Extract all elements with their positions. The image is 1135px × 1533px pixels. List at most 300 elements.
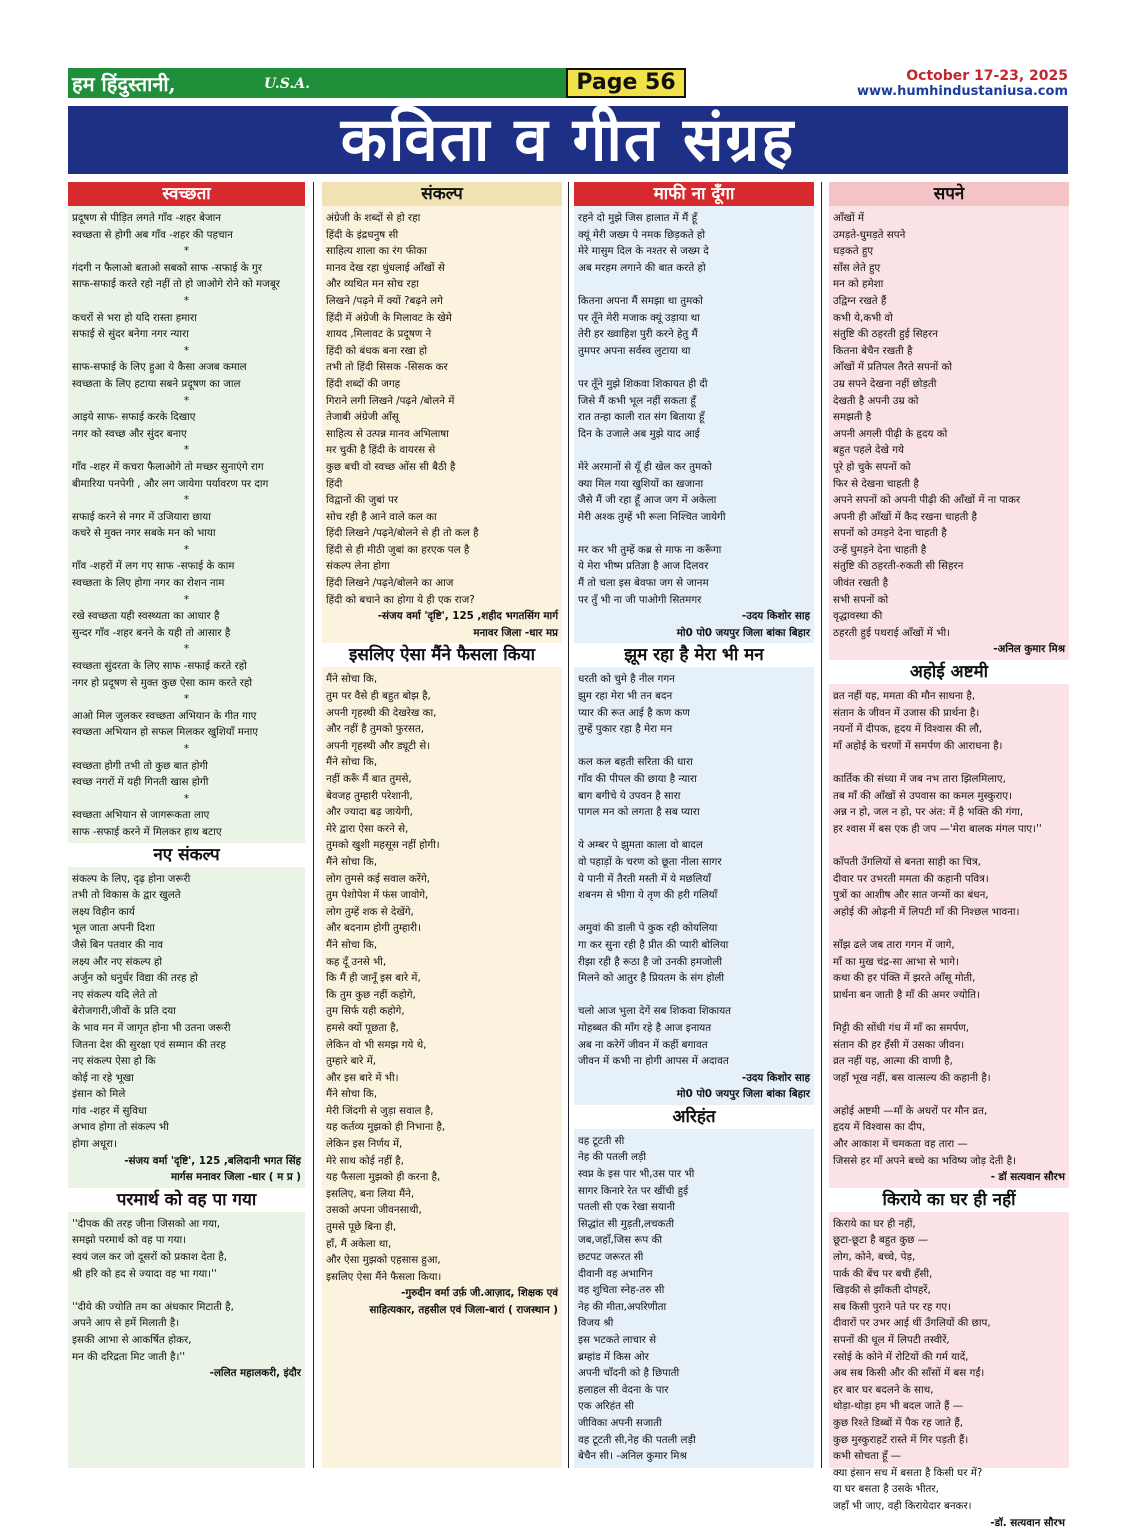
poem-line (833, 1003, 1065, 1020)
poem-line: शबनम से भीगा ये तृण की हरी गलियाँ (578, 889, 718, 902)
poem-line: और बदनाम होगी तुम्हारी। (326, 922, 421, 935)
poem-line: स्वच्छता के लिए होगा नगर का रोशन नाम (72, 577, 225, 590)
poem-line: कचरे से मुक्त नगर सबके मन को भाया (72, 527, 216, 540)
poem-line: हिंदी शब्दों की जगह (326, 377, 401, 390)
poem-line: सोच रही है आने वाले कल का (326, 510, 437, 523)
poem-line: होगा अधूरा। (72, 1138, 117, 1151)
poem-line: मैंने सोचा कि, (326, 1088, 378, 1101)
poem-line: कुछ बची वो स्वच्छ ओंस सी बैठी है (326, 460, 456, 473)
poem-line: मेरे साथ कोई नहीं है, (326, 1154, 404, 1167)
poem-line: श्री हरि को हद से ज्यादा वह भा गया।'' (72, 1267, 217, 1280)
poem-line: समझती है (833, 411, 872, 424)
poem-line: सिद्धांत सी मुड़ती,लचकती (578, 1217, 675, 1230)
poem-line: कभी ये,कभी वो (833, 311, 893, 324)
poem-line (578, 359, 810, 376)
poem-line: -संजय वर्मा 'दृष्टि', 125 ,बलिदानी भगत सिंह (124, 1154, 301, 1167)
poem-title: किराये का घर ही नहीं (829, 1188, 1069, 1212)
poem-line: उद्विग्न रखते हैं (833, 294, 887, 307)
poem-body (322, 206, 562, 643)
poem-line: * (183, 444, 190, 457)
poem-line: तुम्हें पुकार रहा है मेरा मन (578, 723, 673, 736)
poem-line: पागल मन को लगता है सब प्यारा (578, 806, 700, 819)
poem-line: मेरी जिंदगी से जुड़ा सवाल है, (326, 1104, 434, 1117)
poem-line: सागर किनारे रेत पर खींची हुई (578, 1184, 689, 1197)
poem-line: * (183, 294, 190, 307)
poem-line: वह टूटती सी,नेह की पतली लड़ी (578, 1433, 696, 1446)
poem-line: और आकाश में चमकता वह तारा — (833, 1138, 968, 1151)
poem-line: सुन्दर गाँव -शहर बनने के यही तो आसार है (72, 626, 231, 639)
poem-line: बेवजह तुम्हारी परेशानी, (326, 789, 413, 802)
poem-line: अहोई की ओढ़नी में लिपटी माँ की निश्छल भावना। (833, 905, 1020, 918)
poem-line (72, 1282, 301, 1299)
poem-line: अब सब किसी और की साँसों में बस गईं। (833, 1367, 985, 1380)
brand-name: हम हिंदुस्तानी, (72, 72, 176, 96)
poem-line: हिंदी में अंग्रेजी के मिलावट के खेमे (326, 311, 452, 324)
poem-line: -उदय किशोर साह (741, 1071, 810, 1084)
poem-line: मेरे मासुम दिल के नश्तर से जख्म दे (578, 245, 709, 258)
poem-line: ''दीये की ज्योति तम का अंधकार मिटाती है, (72, 1300, 234, 1313)
poem-line: के भाव मन में जागृत होना भी उतना जरूरी (72, 1021, 231, 1034)
poem-body (574, 1129, 814, 1467)
poem-line: मेरी अश्क तुम्हें भी रूला निश्चित जायेगी (578, 510, 726, 523)
column-4 (829, 182, 1069, 1529)
website-link[interactable]: www.humhindustaniusa.com (856, 84, 1068, 99)
poem-line: * (183, 394, 190, 407)
poem-line: नयनों में दीपक, हृदय में विश्वास की लौ, (833, 723, 983, 736)
poem-line: कोई ना रहे भूखा (72, 1071, 134, 1084)
poem-title: संकल्प (322, 182, 562, 206)
poem-line: अपनी गृहस्थी और ड्यूटी से। (326, 739, 431, 752)
poem-line: साँझ ढले जब तारा गगन में जागे, (833, 938, 955, 951)
poem-body (322, 667, 562, 1320)
poem-line: साफ-सफाई के लिए हुआ ये कैसा अजब कमाल (72, 361, 247, 374)
column-2 (322, 182, 562, 1468)
poem-line: ''दीपक की तरह जीना जिसको आ गया, (72, 1217, 221, 1230)
section-banner: कविता व गीत संग्रह (68, 106, 1068, 174)
poem-line: प्यार की रूत आई है कण कण (578, 706, 690, 719)
column-divider (821, 182, 822, 1468)
poem-line: मेरे अरमानों से यूँ ही खेल कर तुमको (578, 460, 712, 473)
poem-line: साफ -सफाई करने में मिलकर हाथ बटाए (72, 825, 222, 838)
poem-title: इसलिए ऐसा मैंने फैसला किया (322, 643, 562, 667)
poem-line (833, 754, 1065, 771)
poem-line: गांव -शहर में सुविधा (72, 1104, 147, 1117)
poem-line: हिंदी के इंद्रधनुष सी (326, 228, 399, 241)
poem-line: आओ मिल जुलकर स्वच्छता अभियान के गीत गाए (72, 709, 257, 722)
poem-title: नए संकल्प (68, 843, 305, 867)
poem-line: वृद्धावस्था की (833, 610, 883, 623)
poem-line: समझो परमार्थ को वह पा गया। (72, 1234, 187, 1247)
poem-line: जैसे बिन पतवार की नाव (72, 938, 163, 951)
poem-line: सफाई से सुंदर बनेगा नगर न्यारा (72, 328, 189, 341)
poem-line: और ज्यादा बढ़ जायेगी, (326, 806, 413, 819)
poem-line: माँ अहोई के चरणों में समर्पण की आराधना है। (833, 739, 1003, 752)
poem-line: ब्रम्हांड में किस ओर (578, 1350, 649, 1363)
poem-line: कुछ मुस्कुराहटें रास्ते में गिर पड़ती हैं। (833, 1433, 969, 1446)
poem-line: विद्वानों की जुबां पर (326, 494, 399, 507)
poem-line: काँपती उँगलियों से बनता साही का चित्र, (833, 855, 981, 868)
poem-line: * (183, 344, 190, 357)
poem-line: भूल जाता अपनी दिशा (72, 922, 155, 935)
poem-line: तुम्हारे बारे में, (326, 1055, 377, 1068)
poem-line: तभी तो हिंदी सिसक -सिसक कर (326, 361, 448, 374)
poem-line: जिससे हर माँ अपने बच्चे का भविष्य जोड़ देती है। (833, 1154, 1016, 1167)
brand-bar (68, 68, 566, 98)
poem-line: स्वच्छता से होगी अब गाँव -शहर की पहचान (72, 228, 233, 241)
poem-line: अपनी अगली पीढ़ी के हृदय को (833, 427, 948, 440)
poem-line: मेरे द्वारा ऐसा करने से, (326, 822, 409, 835)
poem-line: प्रदूषण से पीड़ित लगते गाँव -शहर बेजान (72, 212, 222, 224)
poem-line: उसको अपना जीवनसाथी, (326, 1204, 422, 1217)
poem-title: परमार्थ को वह पा गया (68, 1188, 305, 1212)
poem-line: संकल्प लेना होगा (326, 560, 390, 573)
poem-line: हमसे क्यों पूछता है, (326, 1021, 399, 1034)
poem-line: लक्ष्य विहीन कार्य (72, 905, 135, 918)
poem-line: -ललित महालकरी, इंदौर (209, 1367, 301, 1380)
poem-line: हलाहल सी वेदना के पार (578, 1383, 669, 1396)
poem-line (833, 920, 1065, 937)
column-divider (313, 182, 314, 1468)
poem-title: माफी ना दूँगा (574, 182, 814, 206)
poem-line: स्वच्छता के लिए हटाया सबने प्रदूषण का जाल (72, 377, 241, 390)
poem-body (829, 206, 1069, 660)
poem-line: संतुष्टि की ठहरती हुई सिहरन (833, 328, 938, 341)
poem-line: हिंदी को बंधक बना रखा हो (326, 344, 428, 357)
poem-line: दीवार पर उभरती ममता की कहानी पवित्र। (833, 872, 989, 885)
poem-line: विजय श्री (578, 1317, 614, 1330)
poem-line: * (183, 792, 190, 805)
column-3 (574, 182, 814, 1468)
poem-body (68, 1212, 305, 1384)
poem-line: अपने सपनों को अपनी पीढ़ी की आँखों में ना पाकर (833, 494, 1021, 507)
poem-line: * (183, 245, 190, 258)
poem-line: जीवन में कभी ना होगी आपस में अदावत (578, 1055, 729, 1068)
poem-line: * (183, 743, 190, 755)
page-number: Page 56 (566, 68, 686, 98)
poem-title: अरिहंत (574, 1105, 814, 1129)
poem-line: तभी तो विकास के द्वार खुलते (72, 889, 181, 902)
poem-line: गाँव की पीपल की छाया है न्यारा (578, 773, 697, 785)
poem-line: गिराने लगी लिखने /पढ़ने /बोलने में (326, 394, 455, 407)
poem-title: झूम रहा है मेरा भी मन (574, 643, 814, 667)
poem-line: फिर से देखना चाहती है (833, 477, 919, 490)
poem-line: पार्क की बेंच पर बची हँसी, (833, 1267, 933, 1280)
poem-line: दीवारों पर उभर आई थीं उँगलियों की छाप, (833, 1317, 991, 1330)
poem-line: कि तुम कुछ नहीं कहोगे, (326, 988, 416, 1001)
poem-line: गंदगी न फैलाओ बताओ सबको साफ -सफाई के गुर (72, 261, 262, 274)
poem-line: हिंदी से ही मीठी जुबां का हरएक पल है (326, 543, 470, 556)
poem-line: पतली सी एक रेखा सयानी (578, 1201, 675, 1214)
poem-line: सभी सपनों को (833, 593, 889, 606)
poem-line: रखे स्वच्छता यही स्वस्थ्यता का आधार है (72, 610, 220, 623)
poem-line: रसोई के कोने में रोटियों की गर्म यादें, (833, 1350, 969, 1363)
poem-line: लोग तुम्हें शक से देखेंगे, (326, 905, 414, 918)
poem-line: गा कर सुना रही है प्रीत की प्यारी बोलिया (578, 938, 729, 951)
poem-line: अंग्रेजी के शब्दों से हो रहा (326, 212, 421, 224)
poem-line: तुम पर वैसे ही बहुत बोझ है, (326, 690, 431, 703)
poem-line (578, 525, 810, 542)
poem-line: और नहीं है तुमको फुरसत, (326, 723, 425, 736)
poem-line: अब ना करेगें जीवन में कहीं बगावत (578, 1038, 708, 1051)
poem-line: बाग बगीचे ये उपवन है सारा (578, 789, 681, 802)
poem-line (578, 904, 810, 921)
poem-line: उमड़ते-घुमड़ते सपने (833, 228, 906, 241)
poem-line: स्वच्छता अभियान हो सफल मिलकर खुशियाँ मनाए (72, 726, 258, 739)
poem-body (574, 667, 814, 1104)
poem-line: जीवंत रखती है (833, 577, 889, 590)
page-header (68, 68, 1068, 98)
poem-line: धरती को चुमे है नील गगन (578, 673, 675, 686)
poem-line: कितना अपना मैं समझा था तुमको (578, 294, 703, 307)
poem-line: और इस बारे में भी। (326, 1071, 399, 1084)
poem-line: नेह की पतली लड़ी (578, 1151, 647, 1164)
poem-line: कार्तिक की संध्या में जब नभ तारा झिलमिलाए, (833, 773, 1006, 785)
poem-line: अहोई अष्टमी —माँ के अधरों पर मौन व्रत, (833, 1104, 988, 1117)
poem-line: क्या इंसान सच में बसता है किसी घर में? (833, 1466, 983, 1479)
poem-line: प्रार्थना बन जाती है माँ की अमर ज्योति। (833, 988, 980, 1001)
poem-line: बहुत पहले देखे गये (833, 444, 904, 457)
poem-line (578, 276, 810, 293)
poem-line: सब किसी पुराने पते पर रह गए। (833, 1300, 951, 1313)
poem-line: स्वच्छ नगरों में यही गिनती खास होगी (72, 776, 209, 789)
poem-line: अपनी ही आँखों में कैद रखना चाहती है (833, 510, 977, 523)
poem-line: गाँव -शहरों में लग गए साफ -सफाई के काम (72, 560, 235, 573)
poem-line: उम्र सपने देखना नहीं छोड़ती (833, 377, 937, 390)
poem-line: बीमारिया पनपेगी , और लग जायेगा पर्यावरण पर दाग (72, 477, 269, 490)
poem-line: -उदय किशोर साह (741, 610, 810, 623)
poem-line: लोग, कोने, बच्चे, पेड़, (833, 1251, 916, 1264)
poem-line: संकल्प के लिए, दृढ़ होना जरूरी (72, 872, 191, 885)
poem-line: इंसान को मिले (72, 1088, 126, 1101)
poem-line: कितना बेचैन रखती है (833, 344, 913, 357)
poem-line: मर कर भी तुम्हें कब्र से माफ ना करूँगा (578, 543, 722, 556)
poem-line: हृदय में विश्वास का दीप, (833, 1121, 926, 1134)
poem-line: मर चुकी है हिंदी के वायरस से (326, 444, 436, 457)
poem-line: पर तुँ भी ना जी पाओगी सितमगर (578, 593, 702, 606)
poem-line: तुमको खुशी महसूस नहीं होगी। (326, 839, 440, 852)
brand-usa: U.S.A. (264, 76, 311, 92)
poem-line: कचरों से भरा हो यदि रास्ता हमारा (72, 311, 197, 324)
poem-line: पूरे हो चुके सपनों को (833, 460, 911, 473)
poem-line: ये मेरा भीष्म प्रतिज्ञा है आज दिलवर (578, 560, 709, 573)
poem-line: स्वच्छता सुंदरता के लिए साफ -सफाई करते रहो (72, 660, 247, 673)
poem-line: हिंदी को बचाने का होगा ये ही एक राज? (326, 593, 475, 606)
poem-line: नए संकल्प यदि लेते तो (72, 988, 158, 1001)
poem-line: लिखने /पढ़ने में क्यों ?बढ़ने लगे (326, 294, 443, 307)
poem-line (833, 837, 1065, 854)
poem-line: लेकिन वो भी समझ गये थे, (326, 1038, 427, 1051)
poem-line: स्वच्छता होगी तभी तो कुछ बात होगी (72, 759, 208, 772)
poem-line: मानव देख रहा धुंधलाई आँखों से (326, 261, 445, 274)
poem-line: मिट्टी की सोंधी गंध में माँ का समर्पण, (833, 1021, 970, 1034)
poem-line: * (183, 543, 190, 556)
poem-line: अपनी चाँदनी को है छिपाती (578, 1367, 680, 1380)
poem-line (833, 1086, 1065, 1103)
poem-line: जितना देश की सुरक्षा एवं सम्मान की तरह (72, 1038, 226, 1051)
poem-line: धड़कते हुए (833, 245, 874, 258)
poem-line: तेजाबी अंग्रेजी आँसू (326, 411, 399, 424)
poem-line: पुत्रों का आशीष और सात जन्मों का बंधन, (833, 889, 989, 902)
poem-line: * (183, 693, 190, 706)
poem-line: * (183, 643, 190, 656)
poem-line: जहाँ भी जाए, वही किरायेदार बनकर। (833, 1499, 972, 1512)
column-1 (68, 182, 305, 1468)
poem-line: और ऐसा मुझको एहसास हुआ, (326, 1254, 441, 1267)
poem-line: तेरी हर ख्वाहिश पुरी करने हेतु मैं (578, 328, 698, 341)
poem-line: इसलिए, बना लिया मैंने, (326, 1187, 415, 1200)
poem-line: कि मैं ही जानूँ इस बारे में, (326, 972, 421, 985)
poem-line: जीविका अपनी सजाती (578, 1416, 662, 1429)
poem-line: -गुरुदीन वर्मा उर्फ़ जी.आज़ाद, शिक्षक एवं (401, 1287, 558, 1300)
poem-line: नगर हो प्रदूषण से मुक्त कुछ ऐसा काम करते रहो (72, 676, 253, 689)
poem-line: अमुवां की डाली पे कुक रही कोयलिया (578, 922, 718, 935)
poem-body (574, 206, 814, 643)
poem-line: यह कर्तव्य मुझको ही निभाना है, (326, 1121, 446, 1134)
poem-line: मैं तो चला इस बेवफा जग से जानम (578, 577, 709, 590)
poem-line: वह टूटती सी (578, 1134, 625, 1147)
poem-line (578, 987, 810, 1004)
poem-line: वो पहाड़ों के चरण को छूता नीला सागर (578, 855, 722, 868)
poem-line: शायद ,मिलावट के प्रदूषण ने (326, 328, 432, 341)
poem-line: गाँव -शहर में कचरा फैलाओगे तो मच्छर सुनाएंगे राग (72, 460, 264, 473)
poem-line: तुम पेशोपेश में फंस जावोगे, (326, 889, 429, 902)
poem-line: हिंदी लिखने /पढ़ने/बोलने का आज (326, 577, 454, 590)
poem-line: व्रत नहीं यह, ममता की मौन साधना है, (833, 690, 976, 703)
poem-line: आँखों में (833, 212, 865, 224)
poem-line: अपने आप से हमें मिलाती है। (72, 1317, 180, 1330)
poem-line: तब माँ की आँखों से उपवास का कमल मुस्कुराए। (833, 789, 1012, 802)
poem-line: इस भटकते लाचार से (578, 1334, 657, 1346)
poem-line: रहने दो मुझे जिस हालात में मैं हूँ (578, 212, 698, 224)
poem-line: -संजय वर्मा 'दृष्टि', 125 ,शहीद भगतसिंग मार्ग (377, 610, 558, 623)
poem-line: संतान के जीवन में उजास की प्रार्थना है। (833, 706, 980, 719)
poem-line: सफाई करने से नगर में उजियारा छाया (72, 510, 211, 523)
poem-line: और व्यथित मन सोच रहा (326, 278, 419, 291)
poem-line: मो0 पो0 जयपुर जिला बांका बिहार (676, 1088, 810, 1101)
issue-date: October 17-23, 2025 (906, 68, 1068, 84)
poem-line: दीवानी वह अभागिन (578, 1267, 653, 1280)
poem-line: पर तूँने मेरी मजाक क्यूं उड़ाया था (578, 311, 700, 324)
poem-line: चलो आज भुला देगें सब शिकवा शिकायत (578, 1005, 732, 1018)
poem-line: मन को हमेशा (833, 278, 884, 291)
poem-line: * (183, 593, 190, 606)
poem-line: छूटा-छूटा है बहुत कुछ — (833, 1234, 929, 1247)
poem-line: हिंदी (326, 477, 343, 490)
poem-line: नगर को स्वच्छ और सुंदर बनाए (72, 427, 187, 440)
poem-line: साँस लेते हुए (833, 261, 881, 274)
poem-line: स्वच्छता अभियान से जागरूकता लाए (72, 809, 210, 822)
poem-line (578, 442, 810, 459)
poem-title: स्वच्छता (68, 182, 305, 206)
poem-line: नेह की मीता,अपरिणीता (578, 1300, 667, 1313)
poem-line: रीझा रही है रूठा है जो उनकी हमजोली (578, 955, 722, 968)
poem-line: कथा की हर पंक्ति में झरते आँसू मोती, (833, 972, 976, 985)
poem-line: कभी सोचता हूँ — (833, 1450, 902, 1463)
poem-line: तुम सिर्फ यही कहोगे, (326, 1005, 405, 1018)
poem-line: यह फैसला मुझको ही करना है, (326, 1171, 441, 1184)
poem-line: नहीं करूँ मैं बात तुमसे, (326, 773, 412, 785)
poem-line: सपनों को उमड़ने देना चाहती है (833, 527, 947, 540)
poem-line: नए संकल्प ऐसा हो कि (72, 1055, 156, 1068)
poem-line: आँखों में प्रतिपल तैरते सपनों को (833, 361, 953, 374)
poem-body (829, 1212, 1069, 1533)
poem-title: अहोई अष्टमी (829, 660, 1069, 684)
poem-line: लेकिन इस निर्णय में, (326, 1138, 403, 1151)
poem-line: एक अरिहंत सी (578, 1400, 634, 1413)
poem-line: देखती है अपनी उम्र को (833, 394, 919, 407)
poem-line: व्रत नहीं यह, आत्मा की वाणी है, (833, 1055, 953, 1068)
poem-line: माँ का मुख चंद्र-सा आभा से भागे। (833, 955, 959, 968)
poem-line: साहित्य से उत्पन्न मानव अभिलाषा (326, 427, 449, 440)
poem-line: खिड़की से झाँकती दोपहरें, (833, 1284, 931, 1297)
poem-line: जिसे मैं कभी भूल नहीं सकता हूँ (578, 394, 696, 407)
poem-line: उन्हें घुमड़ने देना चाहती है (833, 543, 927, 556)
poem-line: संतान की हर हँसी में उसका जीवन। (833, 1038, 965, 1051)
poem-line: अन्न न हो, जल न हो, पर अंत: में है भक्ति की गंगा, (833, 806, 1024, 819)
poem-body (68, 867, 305, 1188)
poem-line (578, 821, 810, 838)
poem-line: कुछ रिश्ते डिब्बों में पैक रह जाते हैं, (833, 1416, 964, 1429)
poem-line: झुम रहा मेरा भी तन बदन (578, 690, 673, 703)
poem-line: मिलने को आतुर है प्रियतम के संग होली (578, 972, 725, 985)
poem-line: साहित्यकार, तहसील एवं जिला-बारां ( राजस्थान ) (369, 1304, 558, 1316)
poem-line: छटपट जरूरत सी (578, 1251, 644, 1264)
poem-line: अपनी गृहस्थी की देखरेख का, (326, 706, 437, 719)
poem-line: मैंने सोचा कि, (326, 756, 378, 769)
poem-line: मन की दरिद्रता मिट जाती है।'' (72, 1350, 186, 1363)
poem-line: मार्गस मनावर जिला -धार ( म प्र ) (170, 1171, 301, 1184)
poem-line: मैंने सोचा कि, (326, 938, 378, 951)
poem-line: हर बार घर बदलने के साथ, (833, 1383, 934, 1396)
poem-line: तुमपर अपना सर्वस्व लुटाया था (578, 344, 691, 357)
poem-line: थोड़ा-थोड़ा हम भी बदल जाते हैं — (833, 1400, 963, 1413)
poem-line: क्या मिल गया खुशियों का खजाना (578, 477, 704, 490)
poem-line: किराये का घर ही नहीं, (833, 1217, 916, 1230)
poem-line: अब मरहम लगाने की बात करते हो (578, 261, 706, 274)
poem-line: ठहरती हुई पथराई आँखों में भी। (833, 626, 951, 639)
poem-line: बेरोजगारी,जीवों के प्रति दया (72, 1005, 176, 1018)
poem-line: रात तन्हा काली रात संग बिताया हूँ (578, 411, 705, 424)
poem-line: स्वयं जल कर जो दूसरों को प्रकाश देता है, (72, 1251, 227, 1264)
poem-line: अभाव होगा तो संकल्प भी (72, 1121, 169, 1134)
poem-line: आइये साफ- सफाई करके दिखाए (72, 411, 196, 424)
poem-line: इसकी आभा से आकर्षित होकर, (72, 1334, 192, 1346)
poem-line: * (183, 494, 190, 507)
poem-line: इसलिए ऐसा मैंने फैसला किया। (326, 1270, 442, 1283)
poem-line: कह दूँ उनसे भी, (326, 955, 387, 968)
poem-line: सपनों की धूल में लिपटी तस्वीरें, (833, 1334, 950, 1346)
poem-line: -डॉ. सत्यवान सौरभ (990, 1516, 1065, 1529)
poem-line: क्यूं मेरी जख्म पे नमक छिड़कते हो (578, 228, 706, 241)
poem-line: जैसे मैं जी रहा हूँ आज जग में अकेला (578, 494, 717, 507)
poem-line: हाँ, मैं अकेला था, (326, 1237, 392, 1250)
poem-line: कल कल बहती सरिता की धारा (578, 756, 693, 769)
poem-line: दिन के उजाले अब मुझे याद आई (578, 427, 700, 440)
column-divider (568, 182, 569, 1468)
poem-line: मोहब्बत की माँग रहे है आज इनायत (578, 1021, 712, 1034)
poem-line: अर्जुन को धनुर्धर विद्या की तरह हो (72, 972, 198, 985)
poem-line: हर श्वास में बस एक ही जप —'मेरा बालक मंगल पाए।'' (833, 822, 1042, 835)
poem-line: मैंने सोचा कि, (326, 673, 378, 686)
poem-title: सपने (829, 182, 1069, 206)
poem-line: लोग तुमसे कई सवाल करेंगे, (326, 872, 431, 885)
poem-line: साफ-सफाई करते रहो नहीं तो हो जाओगे रोने को मजबूर (72, 278, 280, 291)
poem-line: साहित्य शाला का रंग फीका (326, 245, 427, 258)
poem-body (68, 206, 305, 843)
poem-line: पर तूँने मुझे शिकवा शिकायत ही दी (578, 377, 708, 390)
poem-line: वह शुचिता स्नेह-तरु सी (578, 1284, 665, 1297)
poem-line: ये अम्बर पे झुमता काला वो बादल (578, 839, 703, 852)
